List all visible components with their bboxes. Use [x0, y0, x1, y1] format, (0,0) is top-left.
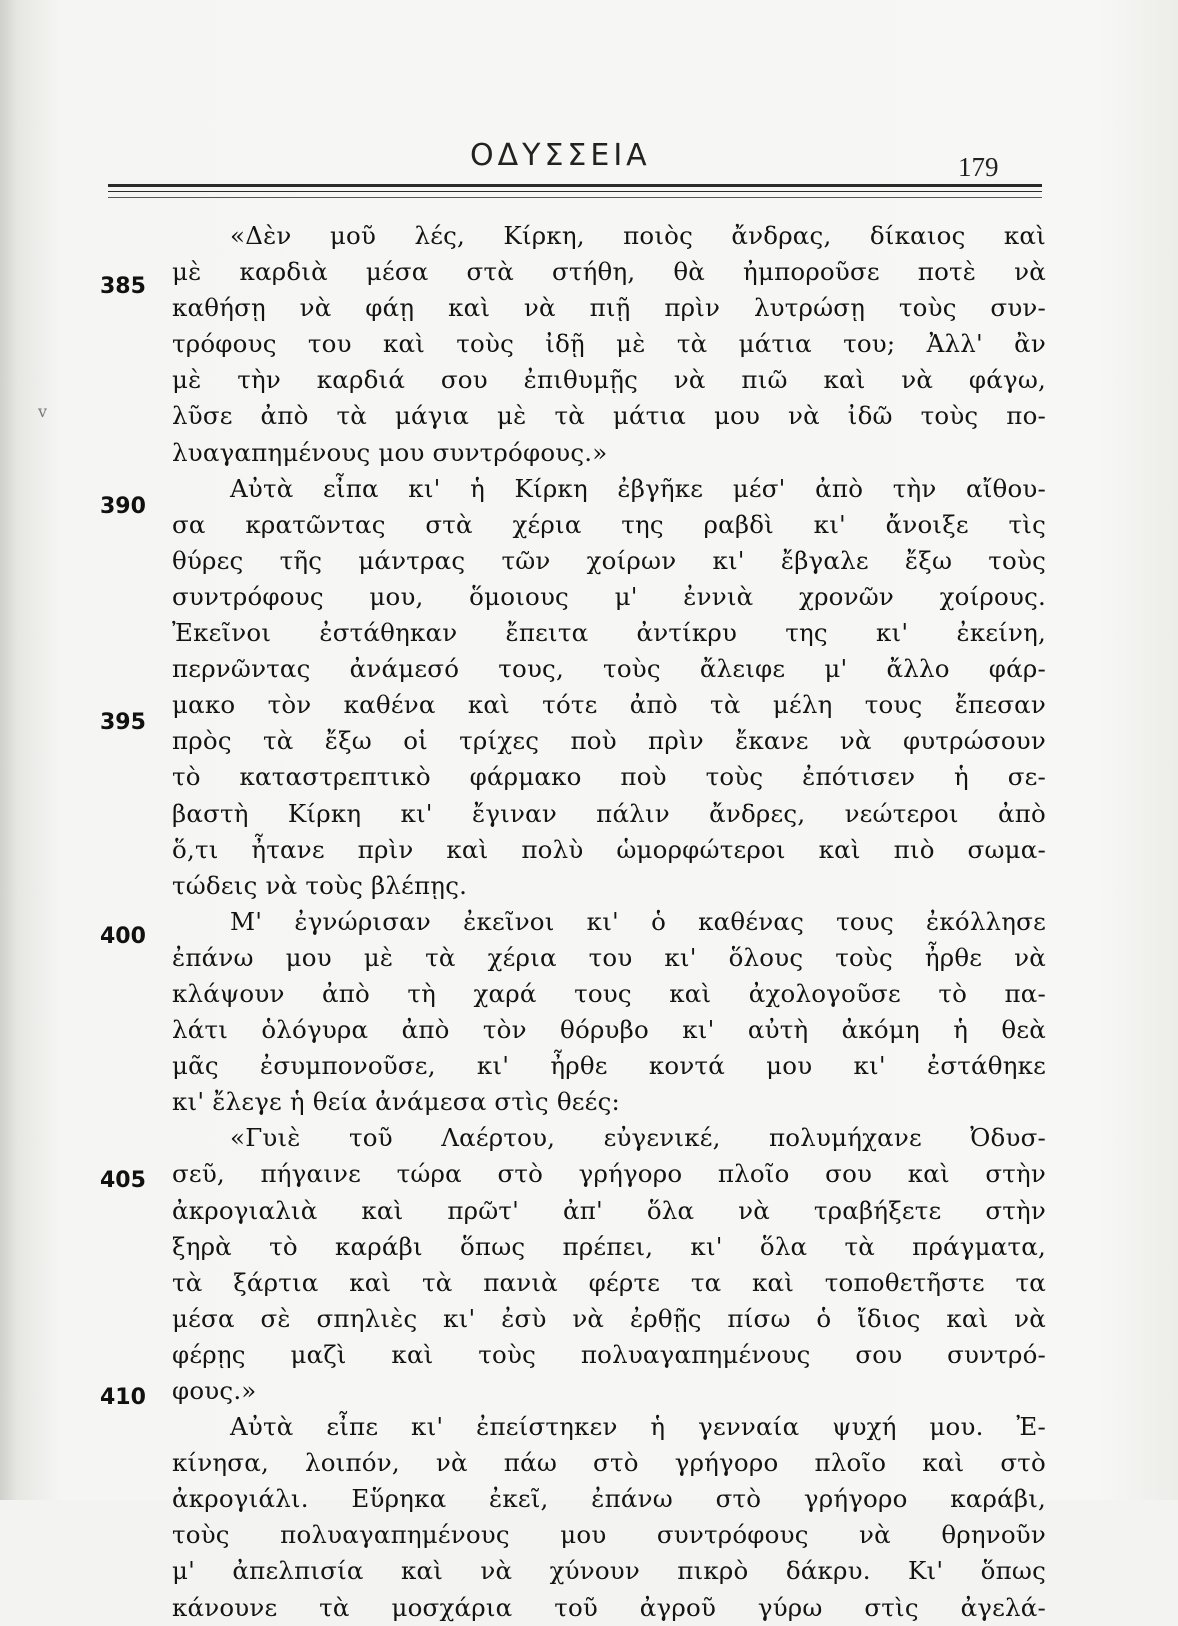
running-title: ΟΔΥΣΣΕΙΑ: [470, 138, 651, 173]
line-number: 385: [100, 274, 146, 299]
body-text: [172, 218, 1046, 1626]
text-line: Αὐτὰ εἶπε κι' ἐπείστηκεν ἡ γενναία ψυχή μου. Ἐ-: [230, 1412, 1046, 1442]
text-line: ἀκρογιαλιὰ καὶ πρῶτ' ἀπ' ὅλα νὰ τραβήξετε στὴν: [172, 1195, 1046, 1225]
page-number: 179: [958, 152, 999, 182]
text-line: λῦσε ἀπὸ τὰ μάγια μὲ τὰ μάτια μου νὰ ἰδῶ τοὺς πο-: [172, 401, 1046, 431]
text-line: τρόφους του καὶ τοὺς ἰδῇ μὲ τὰ μάτια του; Ἀλλ' ἂν: [172, 329, 1046, 359]
text-line: τὰ ξάρτια καὶ τὰ πανιὰ φέρτε τα καὶ τοποθετῆστε τα: [172, 1267, 1046, 1297]
text-line: λάτι ὁλόγυρα ἀπὸ τὸν θόρυβο κι' αὐτὴ ἀκόμη ἡ θεὰ: [172, 1015, 1046, 1045]
text-line: θύρες τῆς μάντρας τῶν χοίρων κι' ἔβγαλε ἔξω τοὺς: [172, 545, 1046, 575]
text-line: φέρῃς μαζὶ καὶ τοὺς πολυαγαπημένους σου συντρό-: [172, 1339, 1046, 1369]
text-line: μ' ἀπελπισία καὶ νὰ χύνουν πικρὸ δάκρυ. Κι' ὅπως: [172, 1556, 1046, 1586]
text-line: μέσα σὲ σπηλιὲς κι' ἐσὺ νὰ ἐρθῇς πίσω ὁ ἴδιος καὶ νὰ: [172, 1303, 1046, 1333]
text-line: συντρόφους μου, ὅμοιους μ' ἐννιὰ χρονῶν χοίρους.: [172, 581, 1046, 611]
text-line: τοὺς πολυαγαπημένους μου συντρόφους νὰ θρηνοῦν: [172, 1520, 1046, 1550]
line-number: 400: [100, 924, 146, 949]
text-line: μὲ τὴν καρδιά σου ἐπιθυμῇς νὰ πιῶ καὶ νὰ φάγω,: [172, 365, 1046, 395]
text-line: Μ' ἐγνώρισαν ἐκεῖνοι κι' ὁ καθένας τους ἐκόλλησε: [230, 906, 1046, 936]
header-rule: [108, 184, 1042, 187]
text-line: βαστὴ Κίρκη κι' ἔγιναν πάλιν ἄνδρες, νεώτεροι ἀπὸ: [172, 798, 1046, 828]
text-line: τώδεις νὰ τοὺς βλέπῃς.: [172, 870, 468, 900]
text-line: Αὐτὰ εἶπα κι' ἡ Κίρκη ἐβγῆκε μέσ' ἀπὸ τὴν αἴθου-: [230, 473, 1046, 503]
text-line: πρὸς τὰ ἔξω οἱ τρίχες ποὺ πρὶν ἔκανε νὰ φυτρώσουν: [172, 726, 1046, 756]
text-line: ἐπάνω μου μὲ τὰ χέρια του κι' ὅλους τοὺς ἦρθε νὰ: [172, 942, 1046, 972]
text-line: περνῶντας ἀνάμεσό τους, τοὺς ἄλειφε μ' ἄλλο φάρ-: [172, 654, 1046, 684]
line-number: 390: [100, 494, 146, 519]
text-line: κίνησα, λοιπόν, νὰ πάω στὸ γρήγορο πλοῖο καὶ στὸ: [172, 1448, 1046, 1478]
header-rule-thin: [108, 191, 1042, 192]
text-line: σεῦ, πήγαινε τώρα στὸ γρήγορο πλοῖο σου καὶ στὴν: [172, 1159, 1046, 1189]
margin-mark: v: [38, 402, 48, 421]
header-rule-thin-2: [108, 197, 1042, 198]
text-line: μακο τὸν καθένα καὶ τότε ἀπὸ τὰ μέλη τους ἔπεσαν: [172, 690, 1046, 720]
text-line: ξηρὰ τὸ καράβι ὅπως πρέπει, κι' ὅλα τὰ πράγματα,: [172, 1231, 1046, 1261]
text-line: «Δὲν μοῦ λές, Κίρκη, ποιὸς ἄνδρας, δίκαιος καὶ: [230, 221, 1046, 250]
line-number: 410: [100, 1385, 146, 1410]
text-line: κλάψουν ἀπὸ τὴ χαρά τους καὶ ἀχολογοῦσε τὸ πα-: [172, 978, 1046, 1008]
text-line: καθήσῃ νὰ φάῃ καὶ νὰ πιῇ πρὶν λυτρώσῃ τοὺς συν-: [172, 293, 1046, 323]
text-line: Ἐκεῖνοι ἐστάθηκαν ἔπειτα ἀντίκρυ της κι' ἐκείνη,: [172, 618, 1046, 648]
line-number: 395: [100, 710, 146, 735]
text-line: σα κρατῶντας στὰ χέρια της ραβδὶ κι' ἄνοιξε τὶς: [172, 509, 1046, 539]
text-line: μὲ καρδιὰ μέσα στὰ στήθη, θὰ ἠμποροῦσε ποτὲ νὰ: [172, 257, 1046, 287]
text-line: φους.»: [172, 1376, 257, 1405]
text-line: μᾶς ἐσυμπονοῦσε, κι' ἦρθε κοντά μου κι' ἐστάθηκε: [172, 1051, 1046, 1081]
line-number: 405: [100, 1168, 146, 1193]
text-line: κάνουνε τὰ μοσχάρια τοῦ ἀγροῦ γύρω στὶς ἀγελά-: [172, 1592, 1046, 1622]
text-line: τὸ καταστρεπτικὸ φάρμακο ποὺ τοὺς ἐπότισεν ἡ σε-: [172, 762, 1046, 792]
text-line: ἀκρογιάλι. Εὕρηκα ἐκεῖ, ἐπάνω στὸ γρήγορο καράβι,: [172, 1484, 1046, 1514]
text-line: «Γυιὲ τοῦ Λαέρτου, εὐγενικέ, πολυμήχανε Ὀδυσ-: [230, 1123, 1046, 1153]
text-line: λυαγαπημένους μου συντρόφους.»: [172, 437, 608, 467]
text-line: κι' ἔλεγε ἡ θεία ἀνάμεσα στὶς θεές:: [172, 1087, 620, 1117]
text-line: ὅ,τι ἦτανε πρὶν καὶ πολὺ ὡμορφώτεροι καὶ πιὸ σωμα-: [172, 834, 1046, 864]
